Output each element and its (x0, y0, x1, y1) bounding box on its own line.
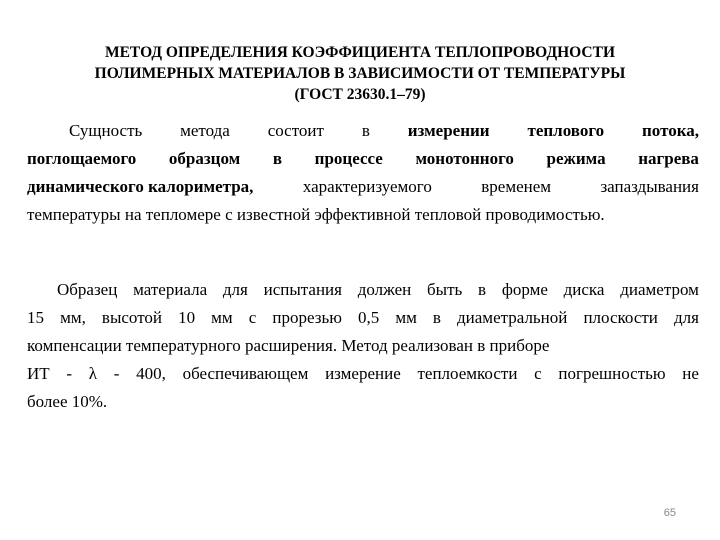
word-bold: в (272, 149, 283, 168)
line-text: более 10%. (27, 392, 108, 411)
word: 400, (136, 364, 166, 383)
word: - (113, 364, 120, 383)
word: мм (395, 308, 417, 327)
text-line (27, 145, 699, 173)
word-bold: поглощаемого (27, 149, 137, 168)
word: материала (133, 280, 208, 299)
word: - (66, 364, 73, 383)
title-line-1: МЕТОД ОПРЕДЕЛЕНИЯ КОЭФФИЦИЕНТА ТЕПЛОПРОВОДНОСТИ (104, 44, 616, 61)
word: запаздывания (600, 177, 699, 196)
paragraph-sample-description (27, 276, 699, 416)
word-bold: потока, (642, 121, 699, 140)
word: диаметром (620, 280, 699, 299)
word: характеризуемого (302, 177, 432, 196)
word: обеспечивающем (182, 364, 309, 383)
text-line (27, 360, 699, 388)
paragraph-method-essence (27, 117, 699, 229)
word: λ (88, 364, 98, 383)
word: метода (180, 121, 230, 140)
text-line (27, 117, 699, 145)
title-line-3: (ГОСТ 23630.1–79) (294, 86, 426, 103)
slide-title (30, 42, 690, 105)
word-bold: измерении (407, 121, 490, 140)
word: с (534, 364, 542, 383)
word: Образец (57, 280, 118, 299)
word-bold: монотонного (415, 149, 514, 168)
word: 10 (178, 308, 196, 327)
text-line (27, 276, 699, 304)
word: с (248, 308, 257, 327)
word: должен (357, 280, 412, 299)
word-bold: процессе (314, 149, 383, 168)
text-line (27, 173, 699, 201)
text-line (27, 332, 699, 360)
word: в (432, 308, 441, 327)
text-line (27, 201, 699, 229)
word: для (673, 308, 699, 327)
page-number: 65 (663, 507, 676, 519)
word: мм, (60, 308, 86, 327)
word: состоит (267, 121, 324, 140)
word: в (478, 280, 487, 299)
word: измерение (325, 364, 401, 383)
word: не (682, 364, 699, 383)
line-text: компенсации температурного расширения. Метод реализован в приборе (27, 336, 550, 355)
line-text: температуры на тепломере с известной эффективной тепловой проводимостью. (27, 205, 605, 224)
word: погрешностью (558, 364, 666, 383)
phrase-bold: динамического калориметра, (27, 177, 254, 196)
title-line-2: ПОЛИМЕРНЫХ МАТЕРИАЛОВ В ЗАВИСИМОСТИ ОТ ТЕМПЕРАТУРЫ (94, 65, 626, 82)
word: быть (427, 280, 463, 299)
word: прорезью (272, 308, 342, 327)
text-line (27, 388, 699, 416)
text-line (27, 304, 699, 332)
word: ИТ (27, 364, 50, 383)
word: 15 (27, 308, 44, 327)
word: форме (501, 280, 548, 299)
word: диска (563, 280, 605, 299)
word: высотой (101, 308, 162, 327)
word: Сущность (69, 121, 143, 140)
word: в (361, 121, 370, 140)
word-bold: образцом (168, 149, 241, 168)
word: диаметральной (457, 308, 568, 327)
word: мм (211, 308, 233, 327)
word-bold: теплового (527, 121, 605, 140)
word-bold: режима (546, 149, 606, 168)
word-bold: нагрева (638, 149, 699, 168)
word: теплоемкости (417, 364, 518, 383)
word: для (222, 280, 248, 299)
word: плоскости (583, 308, 658, 327)
word: временем (481, 177, 552, 196)
word: испытания (263, 280, 342, 299)
word: 0,5 (357, 308, 380, 327)
